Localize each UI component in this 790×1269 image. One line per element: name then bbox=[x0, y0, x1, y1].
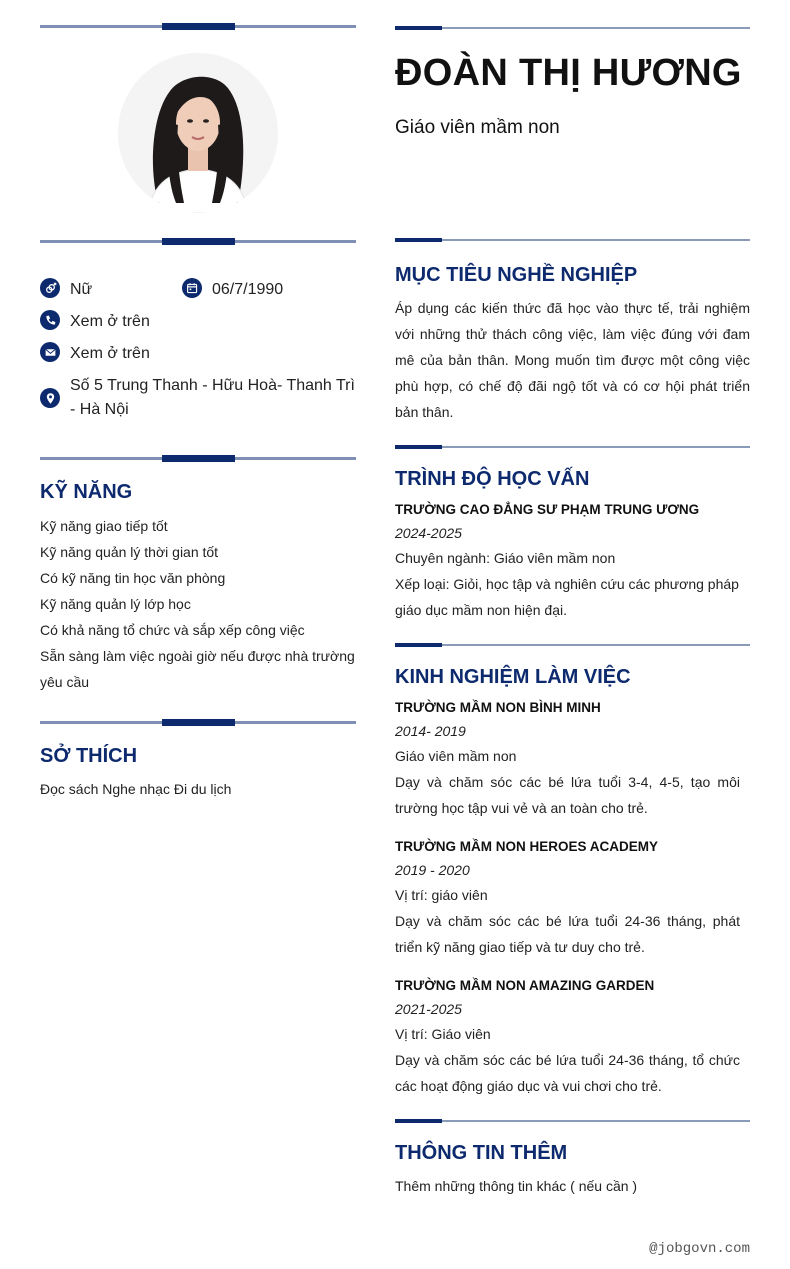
skill-item: Có kỹ năng tin học văn phòng bbox=[40, 570, 226, 586]
birthdate-value: 06/7/1990 bbox=[212, 281, 284, 298]
education-school: TRƯỜNG CAO ĐẲNG SƯ PHẠM TRUNG ƯƠNG bbox=[395, 502, 700, 517]
gender-value: Nữ bbox=[70, 281, 93, 298]
job-desc: Dạy và chăm sóc các bé lứa tuổi 24-36 tháng, tổ chức các hoạt động giáo dục và vui chơi cho trẻ. bbox=[395, 1052, 740, 1094]
job-period: 2014- 2019 bbox=[395, 723, 466, 739]
job-org: TRƯỜNG MẦM NON AMAZING GARDEN bbox=[395, 978, 655, 993]
calendar-icon bbox=[182, 278, 202, 298]
email-icon bbox=[40, 342, 60, 362]
avatar-illustration bbox=[118, 53, 278, 213]
job-period: 2019 - 2020 bbox=[395, 862, 470, 878]
extra-heading: THÔNG TIN THÊM bbox=[395, 1142, 568, 1164]
skill-item: Kỹ năng quản lý lớp học bbox=[40, 596, 191, 612]
divider-hobbies bbox=[40, 721, 356, 724]
job-desc: Dạy và chăm sóc các bé lứa tuổi 24-36 tháng, phát triển kỹ năng giao tiếp và tư duy cho trẻ. bbox=[395, 913, 740, 955]
education-grade: Xếp loại: Giỏi, học tập và nghiên cứu các phương pháp giáo dục mầm non hiện đại. bbox=[395, 576, 739, 618]
experience-heading: KINH NGHIỆM LÀM VIỆC bbox=[395, 666, 631, 688]
phone-icon bbox=[40, 310, 60, 330]
location-icon bbox=[40, 388, 60, 408]
job-role: Vị trí: giáo viên bbox=[395, 887, 488, 903]
skill-item: Kỹ năng giao tiếp tốt bbox=[40, 518, 168, 534]
address-value: Số 5 Trung Thanh - Hữu Hoà- Thanh Trì - Hà Nội bbox=[70, 377, 355, 418]
gender-row bbox=[40, 278, 92, 302]
address-row bbox=[40, 374, 356, 422]
divider-top-right bbox=[395, 27, 750, 29]
skills-list bbox=[40, 513, 356, 695]
job-title: Giáo viên mầm non bbox=[395, 117, 560, 138]
profile-photo bbox=[118, 53, 278, 213]
hobbies-text: Đọc sách Nghe nhạc Đi du lịch bbox=[40, 781, 232, 797]
divider-extra bbox=[395, 1120, 750, 1122]
email-value: Xem ở trên bbox=[70, 345, 150, 362]
candidate-name: ĐOÀN THỊ HƯƠNG bbox=[395, 52, 742, 94]
hobbies-heading: SỞ THÍCH bbox=[40, 745, 138, 767]
job-org: TRƯỜNG MẦM NON HEROES ACADEMY bbox=[395, 839, 658, 854]
divider-skills bbox=[40, 457, 356, 460]
objective-text: Áp dụng các kiến thức đã học vào thực tế, trải nghiệm với những thử thách công việc, làm việc đúng với đam mê của bản thân. Mong muốn tìm được một công việc phù hợp, có chế độ đãi ngộ tốt và có cơ hội phát triển bản thân. bbox=[395, 300, 750, 420]
divider-top-left bbox=[40, 25, 356, 28]
objective-heading: MỤC TIÊU NGHỀ NGHIỆP bbox=[395, 264, 638, 286]
skill-item: Có khả năng tổ chức và sắp xếp công việc bbox=[40, 622, 305, 638]
extra-text: Thêm những thông tin khác ( nếu cần ) bbox=[395, 1178, 638, 1194]
education-heading: TRÌNH ĐỘ HỌC VẤN bbox=[395, 468, 590, 490]
education-major: Chuyên ngành: Giáo viên mầm non bbox=[395, 550, 616, 566]
job-desc: Dạy và chăm sóc các bé lứa tuổi 3-4, 4-5, tạo môi trường học tập vui vẻ và an toàn cho trẻ. bbox=[395, 774, 740, 816]
education-period: 2024-2025 bbox=[395, 525, 462, 541]
job-period: 2021-2025 bbox=[395, 1001, 462, 1017]
divider-objective bbox=[395, 239, 750, 241]
skill-item: Sẵn sàng làm việc ngoài giờ nếu được nhà trường yêu cầu bbox=[40, 648, 355, 690]
job-org: TRƯỜNG MẦM NON BÌNH MINH bbox=[395, 700, 601, 715]
divider-education bbox=[395, 446, 750, 448]
divider-contact bbox=[40, 240, 356, 243]
gender-icon bbox=[40, 278, 60, 298]
skills-heading: KỸ NĂNG bbox=[40, 481, 133, 503]
watermark: @jobgovn.com bbox=[649, 1241, 750, 1257]
skill-item: Kỹ năng quản lý thời gian tốt bbox=[40, 544, 219, 560]
phone-value: Xem ở trên bbox=[70, 313, 150, 330]
phone-row bbox=[40, 310, 150, 334]
birthdate-row bbox=[182, 278, 283, 302]
email-row bbox=[40, 342, 150, 366]
job-role: Giáo viên mầm non bbox=[395, 748, 517, 764]
job-role: Vị trí: Giáo viên bbox=[395, 1026, 491, 1042]
divider-experience bbox=[395, 644, 750, 646]
